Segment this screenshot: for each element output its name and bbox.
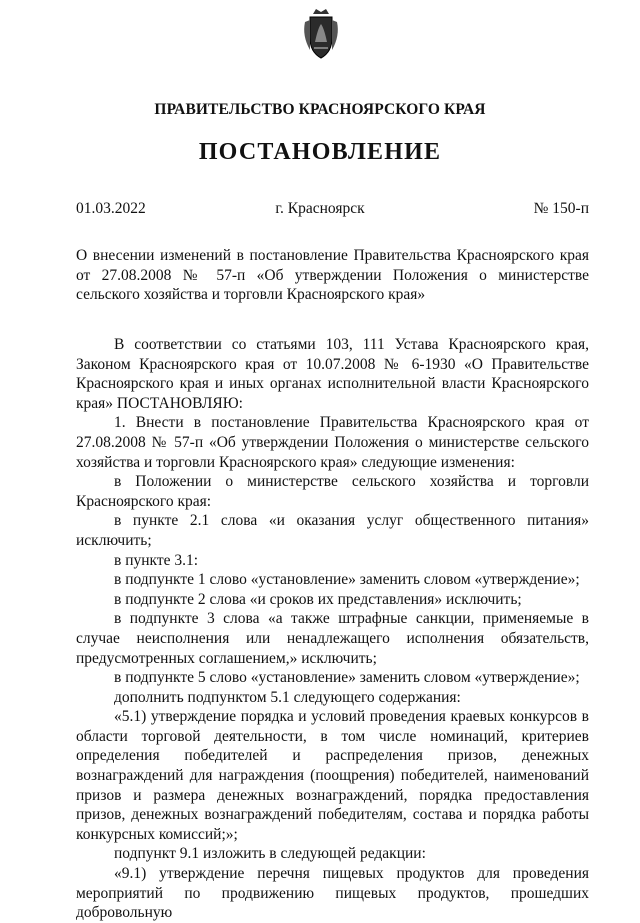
body-paragraph: в пункте 2.1 слова «и оказания услуг общественного питания» исключить;	[76, 512, 589, 549]
body-paragraph: дополнить подпунктом 5.1 следующего содержания:	[114, 688, 461, 706]
krasnoyarsk-coat-of-arms-icon	[301, 8, 341, 60]
document-subject: О внесении изменений в постановление Правительства Красноярского края от 27.08.2008 № 57-п «Об утверждении Положения о министерстве сельского хозяйства и торговли Красноярского края»	[76, 247, 589, 304]
body-paragraph: в Положении о министерстве сельского хозяйства и торговли Красноярского края:	[76, 473, 589, 510]
body-paragraph: В соответствии со статьями 103, 111 Устава Красноярского края, Законом Красноярского края от 10.07.2008 № 6-1930 «О Правительстве Красноярского края и иных органах исполнительной власти Красноярского края» ПОСТАНОВЛЯЮ:	[76, 336, 589, 412]
body-paragraph: в подпункте 3 слова «а также штрафные санкции, применяемые в случае неисполнения или ненадлежащего исполнения обязательств, предусмотренных соглашением,» исключить;	[76, 610, 589, 667]
body-paragraph: «5.1) утверждение порядка и условий проведения краевых конкурсов в области торговой деятельности, в том числе номинаций, критериев определения победителей и распределения призов, денежных вознаграждений для награждения (поощрения) победителей, наименований призов и размера денежных вознаграждений, порядка предоставления призов, денежных вознаграждений победителям, состава и порядка работы конкурсных комиссий;»;	[76, 708, 589, 843]
government-name: ПРАВИТЕЛЬСТВО КРАСНОЯРСКОГО КРАЯ	[154, 101, 486, 118]
body-paragraph: в пункте 3.1:	[114, 551, 199, 569]
body-paragraph: в подпункте 1 слово «установление» заменить словом «утверждение»;	[114, 571, 580, 589]
body-paragraph: в подпункте 5 слово «установление» заменить словом «утверждение»;	[114, 669, 580, 687]
body-paragraph: «9.1) утверждение перечня пищевых продуктов для проведения мероприятий по продвижению пищевых продуктов, прошедших добровольную	[76, 865, 589, 922]
body-paragraph: подпункт 9.1 изложить в следующей редакции:	[114, 845, 426, 863]
body-paragraph: в подпункте 2 слова «и сроков их представления» исключить;	[114, 590, 522, 608]
document-body	[76, 335, 589, 923]
document-type-title: ПОСТАНОВЛЕНИЕ	[198, 139, 442, 165]
document-date: 01.03.2022	[76, 200, 146, 217]
document-city: г. Красноярск	[275, 200, 365, 217]
body-paragraph: 1. Внести в постановление Правительства Красноярского края от 27.08.2008 № 57-п «Об утверждении Положения о министерстве сельского хозяйства и торговли Красноярского края» следующие изменения:	[76, 414, 589, 471]
document-number: № 150-п	[533, 200, 589, 217]
